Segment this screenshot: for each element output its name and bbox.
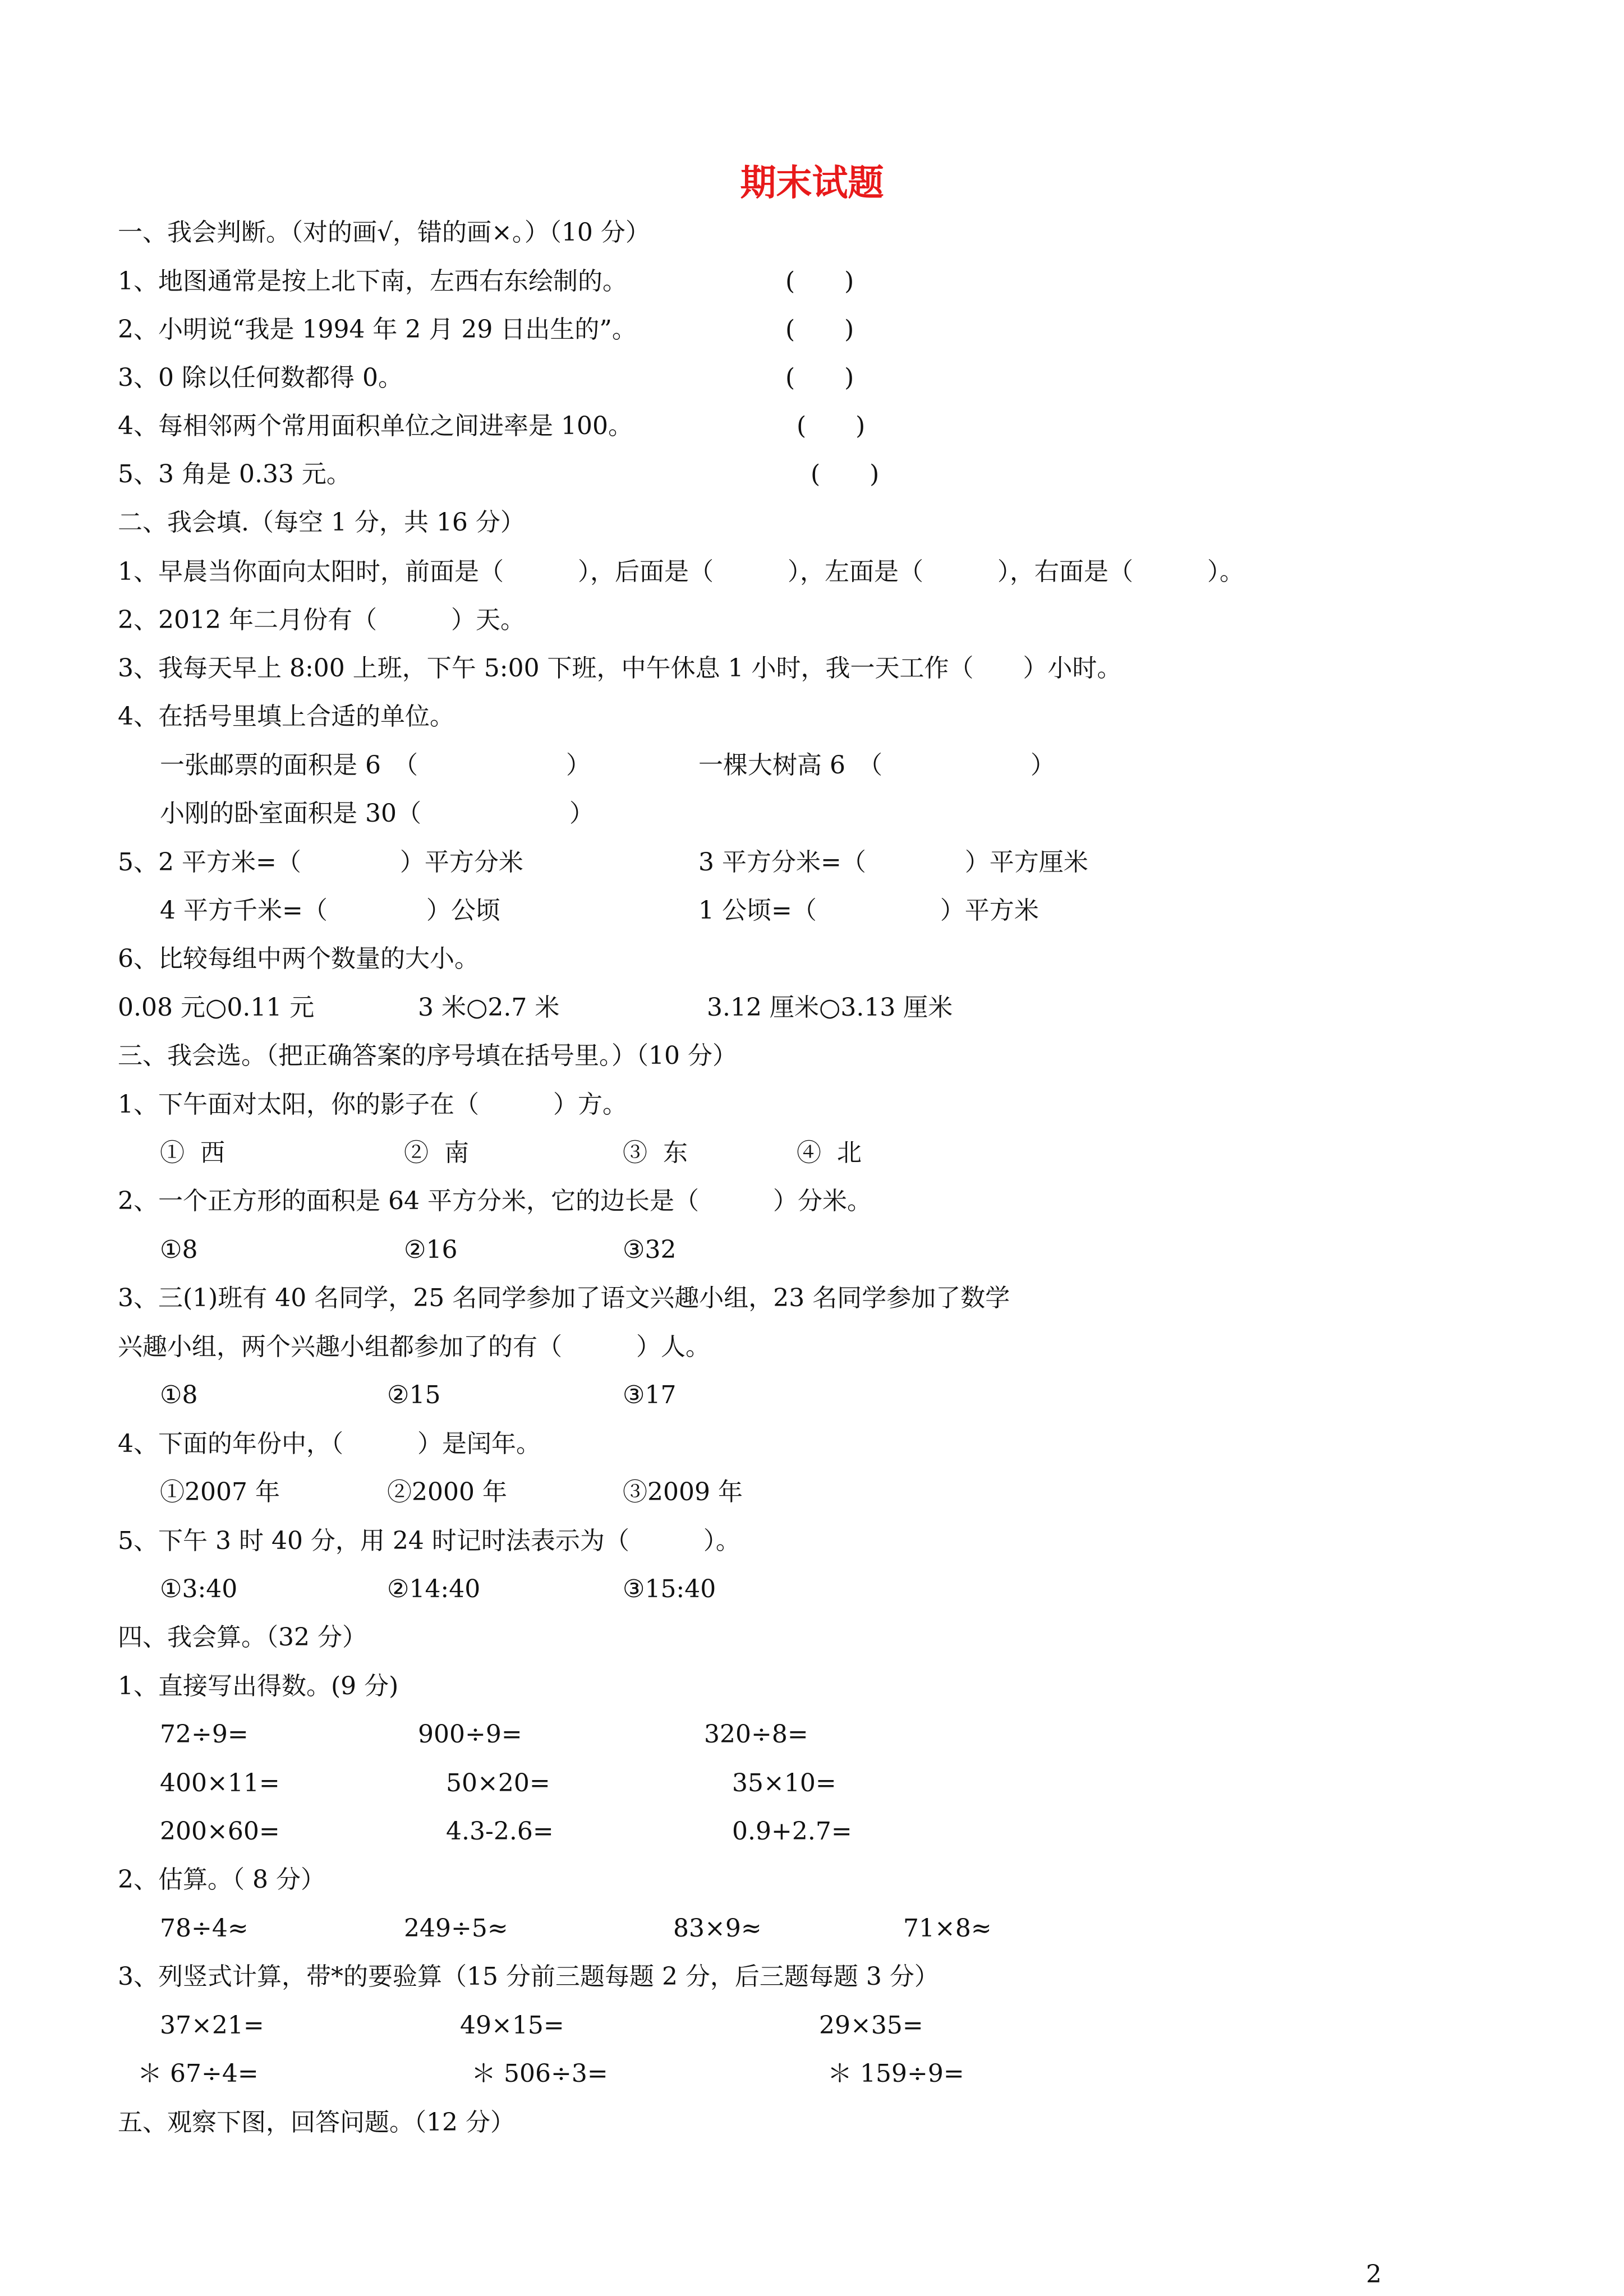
compare-b: 3 米○2.7 米 <box>418 993 560 1022</box>
choice-q2-opt2: ②16 <box>404 1235 458 1264</box>
estimate-d: 71×8≈ <box>903 1914 992 1943</box>
estimate-c: 83×9≈ <box>673 1914 762 1943</box>
choice-q4-opt2: ②2000 年 <box>387 1478 507 1506</box>
estimate-a: 78÷4≈ <box>160 1914 249 1943</box>
choice-q4: 4、下面的年份中，（ ）是闰年。 <box>118 1430 541 1458</box>
judge-paren-2: ( ) <box>785 315 854 344</box>
vertical-4: ＊ 67÷4= <box>137 2059 259 2088</box>
vertical-5: ＊ 506÷3= <box>471 2059 608 2088</box>
fill-q3: 3、我每天早上 8:00 上班，下午 5:00 下班，中午休息 1 小时，我一天工作（ ）小时。 <box>118 654 1122 683</box>
judge-paren-3: ( ) <box>785 363 854 392</box>
fill-q5a: 5、2 平方米=（ ）平方分米 <box>118 848 523 877</box>
calc-q2: 2、估算。（ 8 分） <box>118 1865 325 1894</box>
judge-paren-4: ( ) <box>797 412 866 440</box>
choice-q5-opt2: ②14:40 <box>387 1575 481 1603</box>
choice-q2: 2、一个正方形的面积是 64 平方分米，它的边长是（ ）分米。 <box>118 1187 872 1215</box>
choice-q5-opt1: ①3:40 <box>160 1575 238 1603</box>
choice-q5: 5、下午 3 时 40 分，用 24 时记时法表示为（ ）。 <box>118 1527 740 1555</box>
calc-r2-a: 400×11= <box>160 1769 280 1797</box>
calc-r1-a: 72÷9= <box>160 1720 249 1749</box>
choice-q3-opt1: ①8 <box>160 1381 198 1409</box>
judge-item-4: 4、每相邻两个常用面积单位之间进率是 100。 <box>118 412 633 440</box>
judge-item-2: 2、小明说“我是 1994 年 2 月 29 日出生的”。 <box>118 315 637 344</box>
choice-q3-line2: 兴趣小组，两个兴趣小组都参加了的有（ ）人。 <box>118 1333 710 1361</box>
choice-q4-opt1: ①2007 年 <box>160 1478 280 1506</box>
calc-q3: 3、列竖式计算，带*的要验算（15 分前三题每题 2 分，后三题每题 3 分） <box>118 1962 939 1991</box>
choice-q1-opt2: ② 南 <box>404 1138 469 1167</box>
calc-r3-a: 200×60= <box>160 1817 280 1846</box>
choice-q3-line1: 3、三(1)班有 40 名同学，25 名同学参加了语文兴趣小组，23 名同学参加了数学 <box>118 1284 1010 1312</box>
fill-q5b: 3 平方分米=（ ）平方厘米 <box>698 848 1088 877</box>
choice-q3-opt3: ③17 <box>623 1381 677 1409</box>
calc-r3-b: 4.3-2.6= <box>446 1817 554 1846</box>
section5-heading: 五、观察下图，回答问题。（12 分） <box>118 2108 515 2137</box>
compare-a: 0.08 元○0.11 元 <box>118 993 315 1022</box>
fill-q4b: 一棵大树高 6 （ ） <box>698 751 1055 780</box>
compare-c: 3.12 厘米○3.13 厘米 <box>707 993 953 1022</box>
section4-heading: 四、我会算。（32 分） <box>118 1623 367 1652</box>
choice-q2-opt3: ③32 <box>623 1235 677 1264</box>
section3-heading: 三、我会选。（把正确答案的序号填在括号里。）（10 分） <box>118 1041 737 1070</box>
choice-q1-opt4: ④ 北 <box>797 1138 862 1167</box>
vertical-6: ＊ 159÷9= <box>827 2059 964 2088</box>
judge-paren-1: ( ) <box>785 267 854 296</box>
fill-q1: 1、早晨当你面向太阳时，前面是（ ），后面是（ ），左面是（ ），右面是（ ）。 <box>118 557 1244 586</box>
section1-heading: 一、我会判断。（对的画√，错的画×。）（10 分） <box>118 218 650 247</box>
page-title: 期末试题 <box>740 163 884 204</box>
calc-r2-b: 50×20= <box>446 1769 550 1797</box>
fill-q5d: 1 公顷=（ ）平方米 <box>698 896 1039 925</box>
vertical-1: 37×21= <box>160 2011 264 2040</box>
choice-q4-opt3: ③2009 年 <box>623 1478 743 1506</box>
choice-q1-opt3: ③ 东 <box>623 1138 688 1167</box>
judge-item-5: 5、3 角是 0.33 元。 <box>118 460 351 488</box>
choice-q5-opt3: ③15:40 <box>623 1575 716 1603</box>
judge-paren-5: ( ) <box>811 460 880 488</box>
calc-q1: 1、直接写出得数。(9 分) <box>118 1672 399 1700</box>
choice-q1: 1、下午面对太阳，你的影子在（ ）方。 <box>118 1090 627 1119</box>
fill-q4c: 小刚的卧室面积是 30（ ） <box>160 799 594 828</box>
fill-q4a: 一张邮票的面积是 6 （ ） <box>160 751 591 780</box>
page-number: 2 <box>1366 2260 1382 2289</box>
calc-r3-c: 0.9+2.7= <box>732 1817 852 1846</box>
judge-item-3: 3、0 除以任何数都得 0。 <box>118 363 403 392</box>
vertical-3: 29×35= <box>819 2011 923 2040</box>
fill-q4: 4、在括号里填上合适的单位。 <box>118 702 454 731</box>
calc-r2-c: 35×10= <box>732 1769 836 1797</box>
fill-q5c: 4 平方千米=（ ）公顷 <box>160 896 500 925</box>
estimate-b: 249÷5≈ <box>404 1914 508 1943</box>
choice-q1-opt1: ① 西 <box>160 1138 225 1167</box>
vertical-2: 49×15= <box>460 2011 564 2040</box>
fill-q2: 2、2012 年二月份有（ ）天。 <box>118 606 525 634</box>
calc-r1-c: 320÷8= <box>704 1720 808 1749</box>
judge-item-1: 1、地图通常是按上北下南，左西右东绘制的。 <box>118 267 627 296</box>
fill-q6: 6、比较每组中两个数量的大小。 <box>118 944 479 973</box>
calc-r1-b: 900÷9= <box>418 1720 522 1749</box>
choice-q2-opt1: ①8 <box>160 1235 198 1264</box>
section2-heading: 二、我会填.（每空 1 分，共 16 分） <box>118 508 525 537</box>
choice-q3-opt2: ②15 <box>387 1381 441 1409</box>
